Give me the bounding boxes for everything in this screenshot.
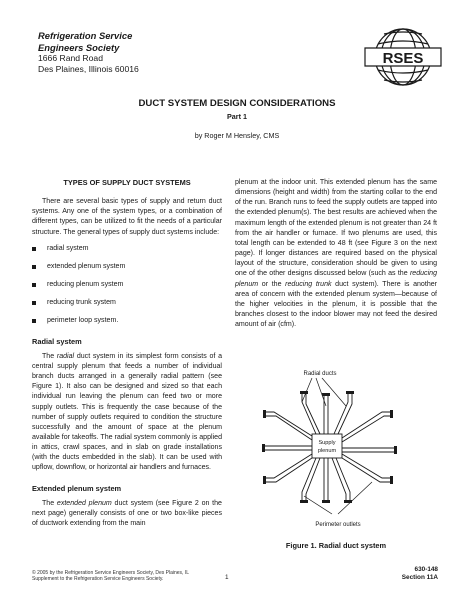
page-number: 1 — [225, 574, 229, 581]
section-heading: TYPES OF SUPPLY DUCT SYSTEMS — [63, 178, 191, 187]
duct-branch — [264, 446, 312, 450]
document-part: Part 1 — [227, 112, 247, 121]
system-type-list — [32, 244, 222, 327]
label-plenum: plenum — [317, 448, 337, 454]
org-name-line2: Engineers Society — [38, 41, 120, 53]
logo-text: RSES — [382, 50, 424, 67]
duct-branch — [324, 458, 328, 500]
right-column — [235, 178, 437, 330]
bullet-icon — [32, 319, 36, 323]
list-item: perimeter loop system. — [32, 316, 222, 326]
duct-lines — [264, 394, 394, 500]
duct-branch — [302, 394, 320, 434]
list-item: radial system — [32, 244, 222, 254]
footer-code — [380, 566, 438, 582]
org-address-block — [38, 30, 139, 75]
duct-branch — [342, 412, 390, 442]
radial-duct-diagram — [262, 366, 418, 534]
bullet-icon — [32, 247, 36, 251]
document-code: 630-148 — [414, 566, 438, 573]
duct-branch — [334, 394, 352, 434]
duct-branch — [266, 454, 312, 482]
label-supply: Supply — [318, 440, 336, 446]
radial-paragraph: The radial duct system in its simplest form consists of a central supply plenum that feeds a number of individual branch ducts arranged in a generally radial pattern (see Figure 1). It also can be designed and sized so that each individual run leaving the plenum can feed two or more supply outlets. This is frequently the case because of the number of supply outlets required to condition the structure successfully and the amount of space at the plenum available for takeoffs. The radial system commonly is applied in attics, crawl spaces, and in slab on grade installations (with the ducts embedded in the slab). It can be used with upflow, downflow, or horizontal air handlers and furnaces. — [32, 352, 222, 472]
duct-branch — [342, 448, 394, 452]
label-radial-ducts: Radial ducts — [303, 371, 337, 377]
figure-caption: Figure 1. Radial duct system — [285, 541, 387, 550]
footer-copyright: © 2005 by the Refrigeration Service Engineers Society, Des Plaines, IL Supplement to the Refrigeration Service Engineers Society. — [32, 570, 190, 583]
bullet-icon — [32, 265, 36, 269]
bullet-icon — [32, 301, 36, 305]
label-perimeter-outlets: Perimeter outlets — [315, 522, 361, 528]
list-item: extended plenum system — [32, 262, 222, 272]
extended-paragraph-continued: plenum at the indoor unit. This extended plenum has the same dimensions (height and width) from the starting collar to the end of the run. Branch runs to feed the supply outlets are tapped into the extended plenum(s). The best results are achieved when the maximum length of the extended plenum is not greater than 24 ft from the air handler or furnace. If two plenums are used, this total length can be extended to 48 ft (see Figure 3 on the next page). If longer distances are required based on the physical layout of the structure, consideration should be given to using one of the other designs discussed below (such as the reducing plenum or the reducing trunk duct system). There is another area of concern with the extended plenum system—because of the higher velocities in the plenum, it is possible that the branches closest to the indoor blower may not feed the desired amount of air (cfm). — [235, 179, 437, 329]
document-byline: by Roger M Hensley, CMS — [194, 131, 280, 140]
radial-heading: Radial system — [32, 336, 82, 346]
org-address1: 1666 Rand Road — [38, 53, 103, 63]
intro-paragraph: There are several basic types of supply and return duct systems. Any one of the system types, or a combination of different types, can be utilized to fit the needs of a particular structure. The general types of supply duct systems include: — [32, 198, 222, 236]
duct-branch — [302, 458, 320, 500]
duct-branch — [266, 412, 312, 440]
left-column — [32, 178, 222, 529]
rses-logo — [362, 24, 444, 90]
org-address2: Des Plaines, Illinois 60016 — [38, 64, 139, 74]
extended-heading: Extended plenum system — [32, 483, 122, 493]
extended-paragraph: The extended plenum duct system (see Figure 2 on the next page) generally consists of one or two box-like pieces of ductwork extending from the main — [32, 499, 222, 528]
section-label: Section 11A — [401, 574, 438, 581]
list-item: reducing trunk system — [32, 298, 222, 308]
supply-plenum-box — [312, 434, 342, 458]
duct-branch — [342, 454, 390, 482]
duct-branch — [332, 458, 350, 500]
document-title: DUCT SYSTEM DESIGN CONSIDERATIONS — [138, 98, 336, 109]
bullet-icon — [32, 283, 36, 287]
list-item: reducing plenum system — [32, 280, 222, 290]
org-name-line1: Refrigeration Service — [38, 30, 133, 41]
